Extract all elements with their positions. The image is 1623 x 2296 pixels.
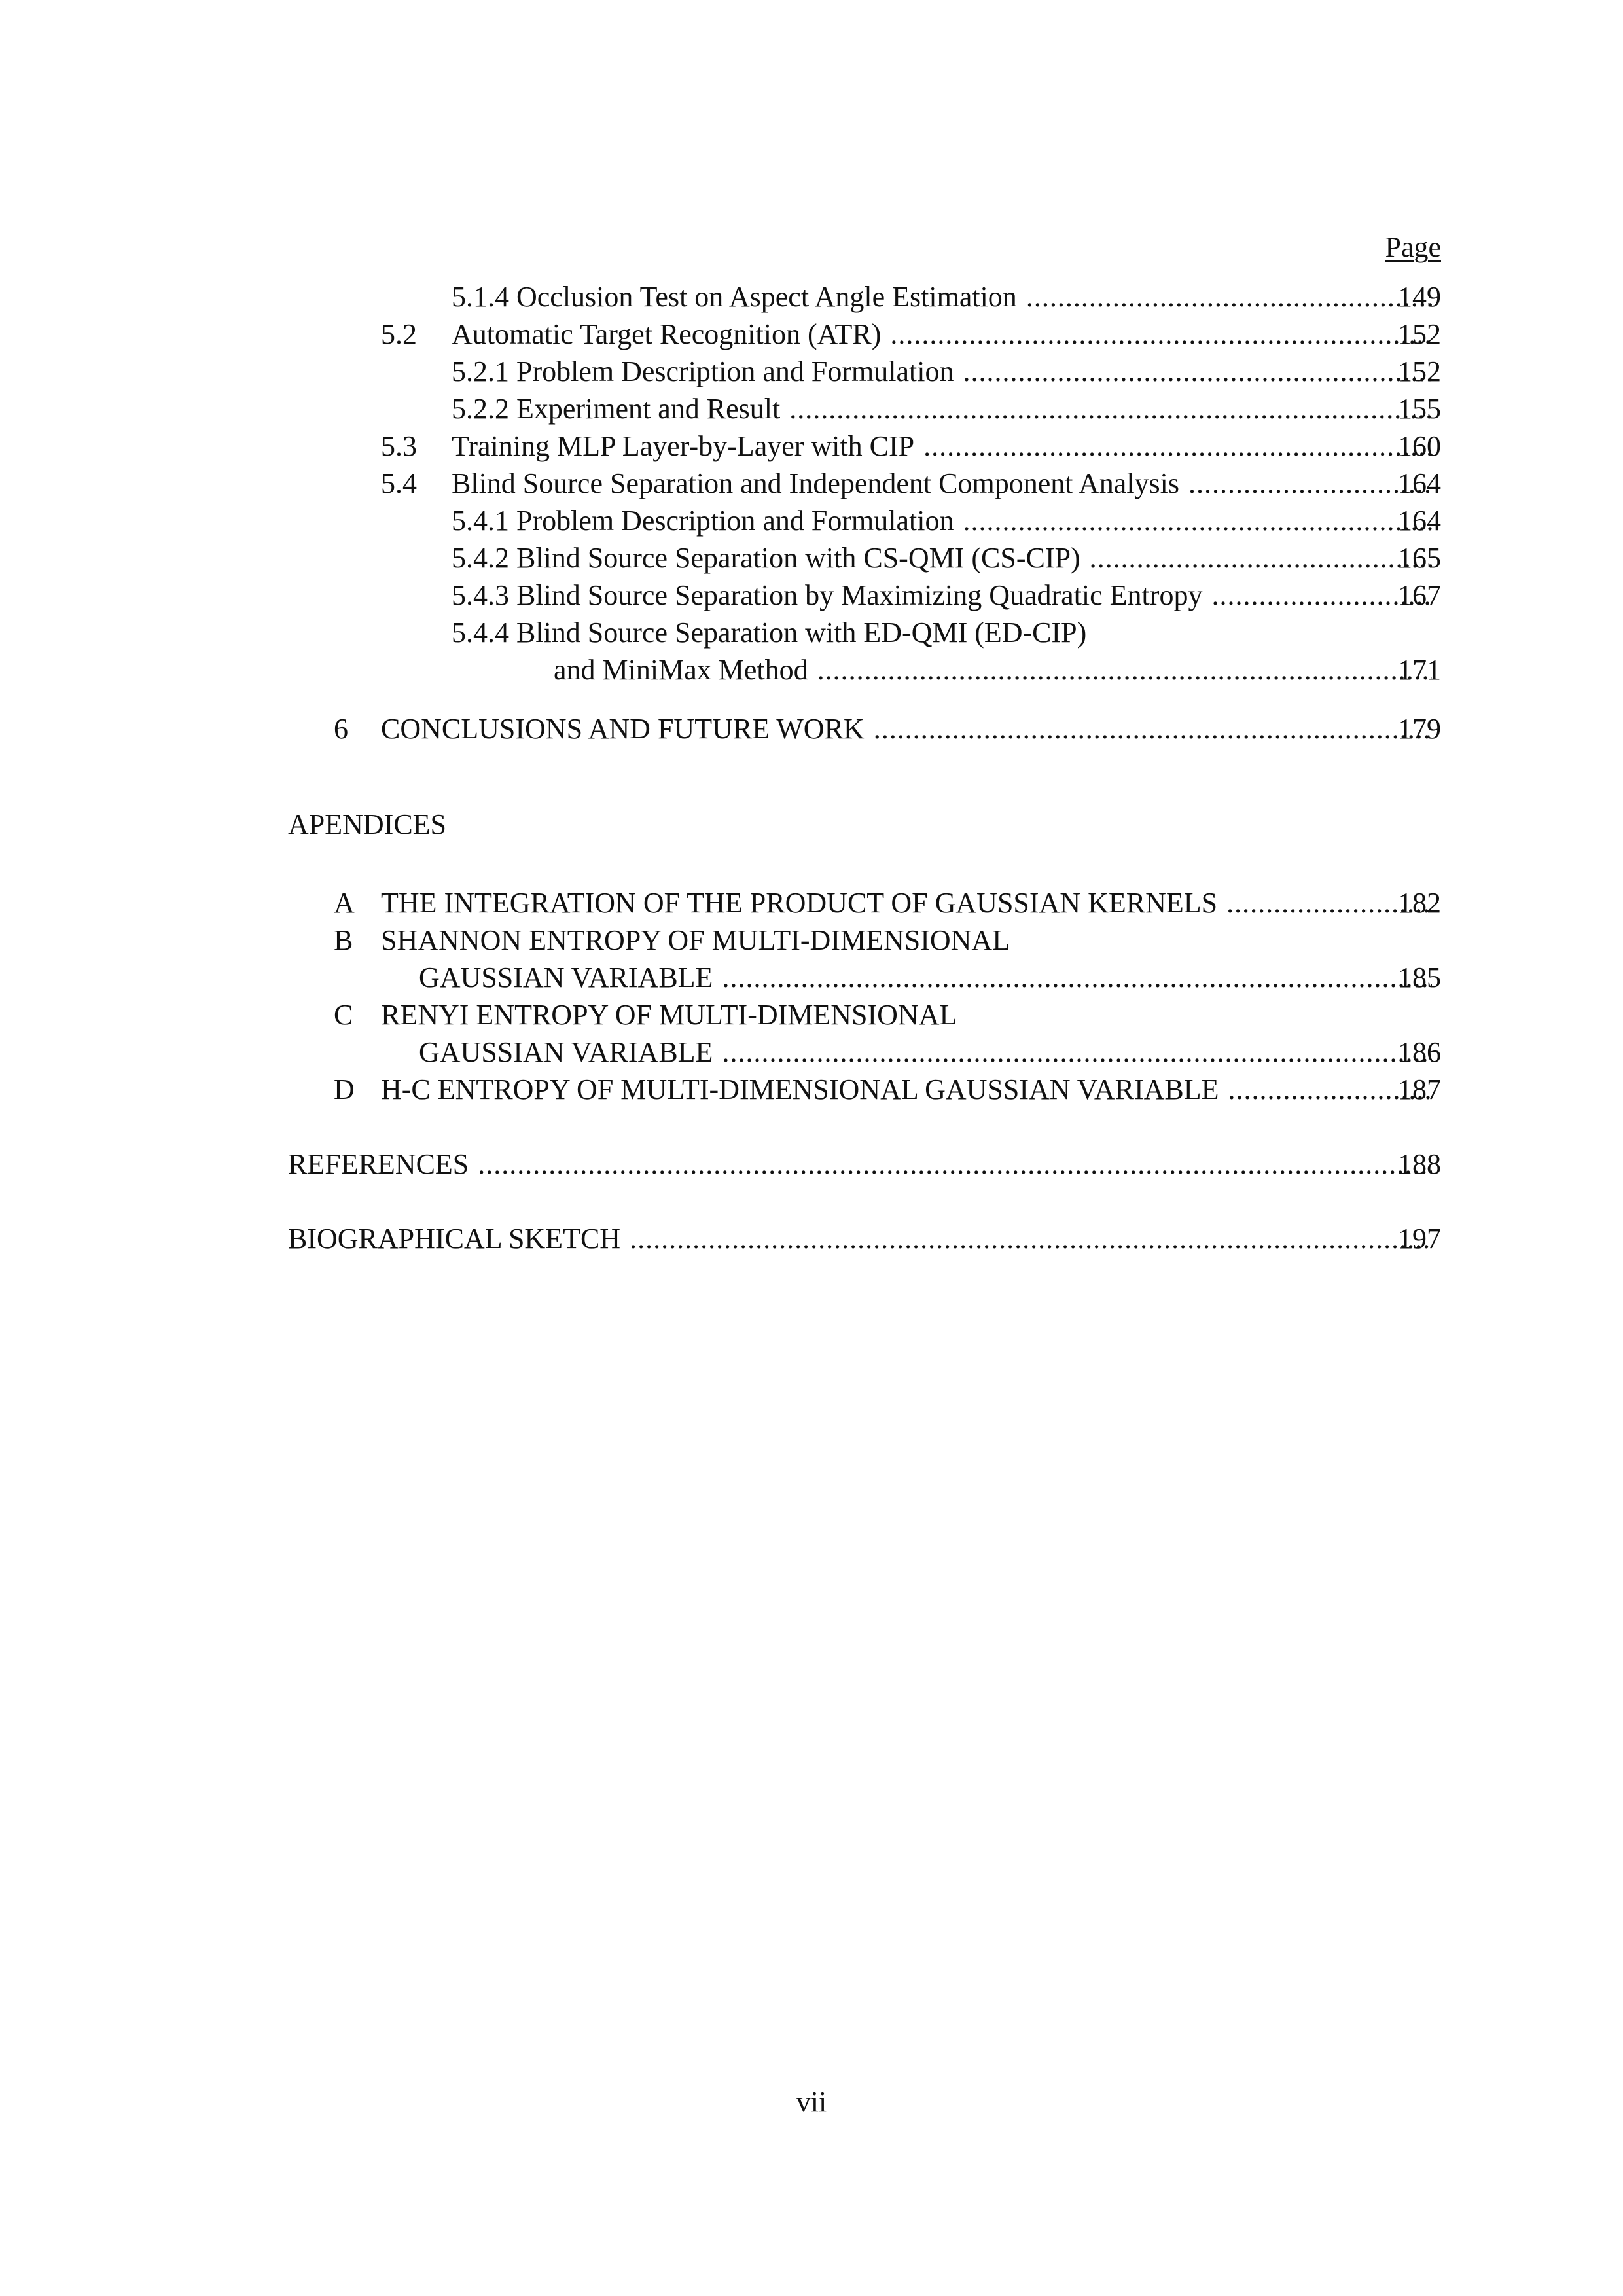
toc-entry[interactable] [0, 315, 1623, 354]
toc-entry[interactable] [0, 389, 1623, 429]
toc-page-number: 165 [1398, 542, 1441, 574]
toc-entry-title: RENYI ENTROPY OF MULTI-DIMENSIONAL [381, 999, 957, 1031]
toc-page-number: 164 [1398, 505, 1441, 537]
toc-entry-title: Automatic Target Recognition (ATR) ..... [452, 315, 1432, 354]
toc-entry-title: H-C ENTROPY OF MULTI-DIMENSIONAL GAUSSIAN VARIABLE ..... [381, 1070, 1432, 1109]
toc-entry-title: GAUSSIAN VARIABLE ..... [419, 958, 1432, 997]
toc-entry-number: 6 [334, 713, 348, 745]
toc-page-number: 155 [1398, 393, 1441, 425]
toc-entry-number: A [334, 887, 355, 919]
dot-leader [890, 315, 1432, 354]
toc-page-number: 164 [1398, 467, 1441, 499]
toc-entry-continuation[interactable] [0, 958, 1623, 997]
toc-entry[interactable] [0, 539, 1623, 578]
toc-entry-title: and MiniMax Method ..... [554, 651, 1432, 690]
toc-entry[interactable] [0, 1070, 1623, 1109]
toc-entry-number: C [334, 999, 353, 1031]
toc-entry-title: 5.1.4 Occlusion Test on Aspect Angle Estimation ..... [452, 278, 1432, 317]
toc-entry[interactable] [0, 278, 1623, 317]
dot-leader [874, 709, 1432, 749]
toc-entry-number: 5.4 [381, 467, 417, 499]
toc-entry-title: SHANNON ENTROPY OF MULTI-DIMENSIONAL [381, 924, 1010, 956]
page-column-header: Page [1385, 231, 1441, 263]
toc-entry[interactable] [0, 576, 1623, 615]
toc-entry-title: 5.2.2 Experiment and Result ..... [452, 389, 1432, 429]
dot-leader [722, 958, 1432, 997]
toc-entry[interactable] [0, 427, 1623, 466]
toc-page-number: 187 [1398, 1073, 1441, 1105]
toc-entry-title: Blind Source Separation and Independent Component Analysis ..... [452, 464, 1432, 503]
toc-entry-number: D [334, 1073, 355, 1105]
appendices-heading: APENDICES [288, 808, 447, 840]
dot-leader [1090, 539, 1432, 578]
dot-leader [817, 651, 1432, 690]
toc-entry[interactable] [0, 464, 1623, 503]
toc-entry-first-line[interactable] [0, 613, 1623, 653]
toc-entry-continuation[interactable] [0, 651, 1623, 690]
toc-page-number: 182 [1398, 887, 1441, 919]
toc-entry[interactable] [0, 501, 1623, 541]
toc-entry[interactable] [0, 884, 1623, 923]
dot-leader [923, 427, 1432, 466]
toc-entry[interactable] [0, 709, 1623, 749]
toc-entry-continuation[interactable] [0, 1033, 1623, 1072]
dot-leader [789, 389, 1432, 429]
toc-page-number: 197 [1398, 1223, 1441, 1255]
dot-leader [722, 1033, 1432, 1072]
toc-entry-title: 5.4.3 Blind Source Separation by Maximizing Quadratic Entropy ..... [452, 576, 1432, 615]
toc-page-number: 171 [1398, 654, 1441, 686]
toc-page-number: 179 [1398, 713, 1441, 745]
toc-page-number: 186 [1398, 1036, 1441, 1068]
dot-leader [1026, 278, 1432, 317]
toc-entry-title: BIOGRAPHICAL SKETCH ..... [288, 1219, 1432, 1259]
toc-entry-title: GAUSSIAN VARIABLE ..... [419, 1033, 1432, 1072]
toc-entry-title: 5.2.1 Problem Description and Formulation ..... [452, 352, 1432, 391]
dot-leader [630, 1219, 1432, 1259]
toc-page-number: 185 [1398, 961, 1441, 994]
dot-leader [478, 1145, 1432, 1184]
toc-page-number: 152 [1398, 318, 1441, 350]
toc-entry-title: 5.4.4 Blind Source Separation with ED-QMI (ED-CIP) [452, 617, 1087, 649]
dot-leader [963, 352, 1432, 391]
toc-entry-title: Training MLP Layer-by-Layer with CIP ..... [452, 427, 1432, 466]
page-folio: vii [796, 2086, 827, 2118]
toc-page-number: 188 [1398, 1148, 1441, 1180]
toc-page-number: 167 [1398, 579, 1441, 611]
toc-entry-number: 5.3 [381, 430, 417, 462]
toc-entry-title: CONCLUSIONS AND FUTURE WORK ..... [381, 709, 1432, 749]
toc-entry-number: B [334, 924, 353, 956]
toc-entry-first-line[interactable] [0, 921, 1623, 960]
toc-entry-title: THE INTEGRATION OF THE PRODUCT OF GAUSSIAN KERNELS ..... [381, 884, 1432, 923]
toc-entry[interactable] [0, 352, 1623, 391]
toc-page-number: 152 [1398, 355, 1441, 387]
toc-page-number: 149 [1398, 281, 1441, 313]
toc-entry[interactable] [0, 1145, 1623, 1184]
dot-leader [963, 501, 1432, 541]
toc-entry-title: 5.4.2 Blind Source Separation with CS-QMI (CS-CIP) ..... [452, 539, 1432, 578]
toc-entry-title: REFERENCES ..... [288, 1145, 1432, 1184]
toc-entry[interactable] [0, 1219, 1623, 1259]
toc-entry-title: 5.4.1 Problem Description and Formulation ..... [452, 501, 1432, 541]
toc-entry-number: 5.2 [381, 318, 417, 350]
toc-entry-first-line[interactable] [0, 996, 1623, 1035]
toc-page-number: 160 [1398, 430, 1441, 462]
